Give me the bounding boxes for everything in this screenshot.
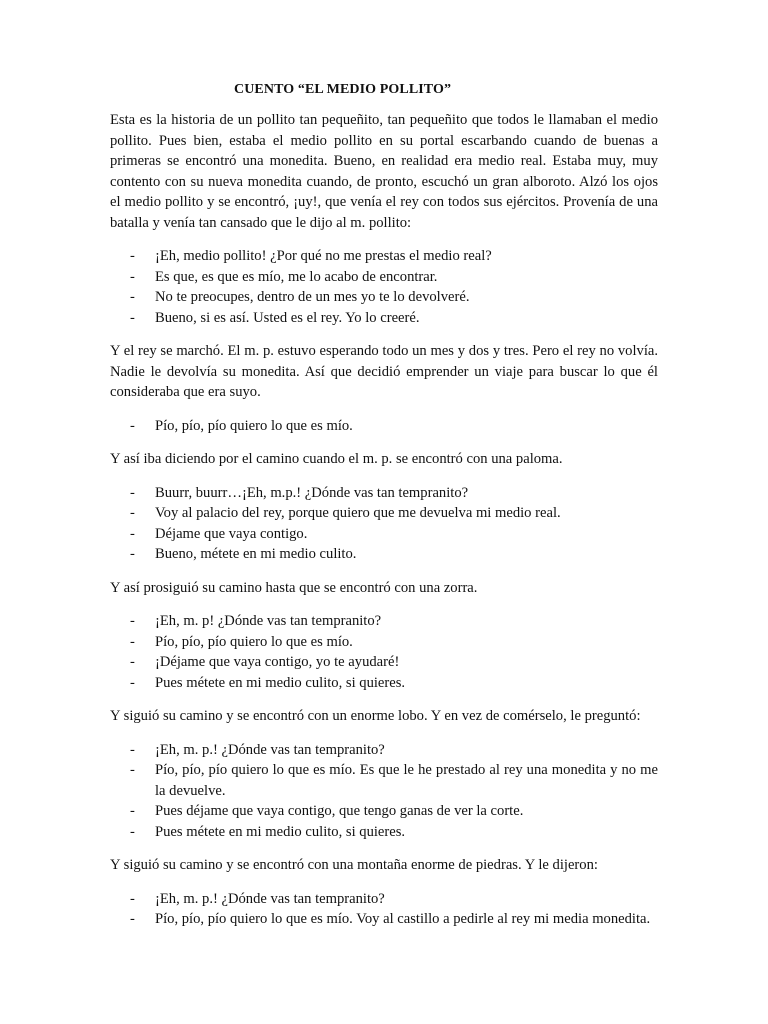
dialogue-text: ¡Eh, medio pollito! ¿Por qué no me prestas el medio real? <box>155 248 492 264</box>
dialogue-line <box>110 287 658 308</box>
dash-marker: - <box>130 248 135 264</box>
dash-marker: - <box>130 823 135 840</box>
dash-marker: - <box>130 890 135 907</box>
dialogue-text: Pues déjame que vaya contigo, que tengo ganas de ver la corte. <box>155 803 524 819</box>
dialogue-line <box>110 632 658 653</box>
dash-marker: - <box>130 484 135 501</box>
paragraph: Y siguió su camino y se encontró con un enorme lobo. Y en vez de comérselo, le preguntó: <box>110 708 641 724</box>
dialogue-text: Déjame que vaya contigo. <box>155 525 308 542</box>
dash-marker: - <box>130 633 135 650</box>
dialogue-text: Pío, pío, pío quiero lo que es mío. <box>155 633 353 650</box>
page-title: CUENTO “EL MEDIO POLLITO” <box>234 82 452 97</box>
paragraph: Esta es la historia de un pollito tan pequeñito, tan pequeñito que todos le llamaban el medio pollito. Pues bien, estaba el medio pollito en su portal escarbando cuando de buenas a primeras se encontró una monedita. Bueno, en realidad era medio real. Estaba muy, muy contento con su nueva monedita cuando, de pronto, escuchó un gran alboroto. Alzó los ojos el medio pollito y se encontró, ¡uy!, que venía el rey con todos sus ejércitos. Provenía de una batalla y venía tan cansado que le dijo al m. pollito: <box>110 112 658 231</box>
dash-marker: - <box>130 654 135 670</box>
dialogue-list <box>110 246 658 328</box>
dialogue-line <box>110 308 658 329</box>
dialogue-line <box>110 673 658 694</box>
dash-marker: - <box>130 505 135 521</box>
dialogue-text: ¡Eh, m. p.! ¿Dónde vas tan tempranito? <box>155 890 385 907</box>
dialogue-line <box>110 267 658 288</box>
dash-marker: - <box>130 546 135 562</box>
dialogue-line <box>110 524 658 545</box>
dialogue-line <box>110 246 658 267</box>
dialogue-line <box>110 740 658 761</box>
dialogue-list <box>110 416 658 437</box>
paragraph: Y así prosiguió su camino hasta que se encontró con una zorra. <box>110 579 478 596</box>
dialogue-list <box>110 889 658 930</box>
dialogue-line <box>110 652 658 673</box>
dialogue-line <box>110 483 658 504</box>
dialogue-text: No te preocupes, dentro de un mes yo te lo devolveré. <box>155 289 470 305</box>
dialogue-line <box>110 822 658 843</box>
dialogue-text: Pues métete en mi medio culito, si quieres. <box>155 823 406 840</box>
dash-marker: - <box>130 309 135 326</box>
dialogue-line <box>110 416 658 437</box>
dash-marker: - <box>130 289 135 305</box>
dialogue-text: ¡Eh, m. p.! ¿Dónde vas tan tempranito? <box>155 741 385 758</box>
dialogue-line <box>110 611 658 632</box>
dialogue-text: Bueno, si es así. Usted es el rey. Yo lo creeré. <box>155 309 420 326</box>
dialogue-text: Pío, pío, pío quiero lo que es mío. Es que le he prestado al rey una monedita y no me la devuelve. <box>155 762 658 799</box>
dialogue-text: Pío, pío, pío quiero lo que es mío. <box>155 417 353 434</box>
dash-marker: - <box>130 674 135 691</box>
dash-marker: - <box>130 525 135 542</box>
dialogue-list <box>110 740 658 843</box>
dash-marker: - <box>130 803 135 819</box>
dash-marker: - <box>130 762 135 778</box>
dash-marker: - <box>130 268 135 285</box>
dialogue-text: Buurr, buurr…¡Eh, m.p.! ¿Dónde vas tan tempranito? <box>155 484 469 501</box>
dash-marker: - <box>130 911 135 927</box>
dash-marker: - <box>130 741 135 758</box>
dialogue-text: Es que, es que es mío, me lo acabo de encontrar. <box>155 268 438 285</box>
dialogue-line <box>110 801 658 822</box>
dash-marker: - <box>130 417 135 434</box>
dialogue-line <box>110 544 658 565</box>
dialogue-text: Voy al palacio del rey, porque quiero que me devuelva mi medio real. <box>155 505 561 521</box>
dialogue-line <box>110 909 658 930</box>
dialogue-list <box>110 483 658 565</box>
dialogue-line <box>110 760 658 801</box>
dialogue-line <box>110 889 658 910</box>
document-body <box>110 110 658 930</box>
dialogue-list <box>110 611 658 693</box>
dialogue-text: Bueno, métete en mi medio culito. <box>155 546 357 562</box>
dialogue-text: Pío, pío, pío quiero lo que es mío. Voy al castillo a pedirle al rey mi media monedita. <box>155 911 651 927</box>
paragraph: Y así iba diciendo por el camino cuando el m. p. se encontró con una paloma. <box>110 451 563 467</box>
dialogue-text: Pues métete en mi medio culito, si quieres. <box>155 674 406 691</box>
dialogue-text: ¡Eh, m. p! ¿Dónde vas tan tempranito? <box>155 613 382 629</box>
dialogue-line <box>110 503 658 524</box>
dialogue-text: ¡Déjame que vaya contigo, yo te ayudaré! <box>155 654 400 670</box>
paragraph: Y el rey se marchó. El m. p. estuvo esperando todo un mes y dos y tres. Pero el rey no volvía. Nadie le devolvía su monedita. Así que decidió emprender un viaje para buscar lo que él consideraba que era suyo. <box>110 343 658 400</box>
dash-marker: - <box>130 613 135 629</box>
paragraph: Y siguió su camino y se encontró con una montaña enorme de piedras. Y le dijeron: <box>110 857 598 873</box>
